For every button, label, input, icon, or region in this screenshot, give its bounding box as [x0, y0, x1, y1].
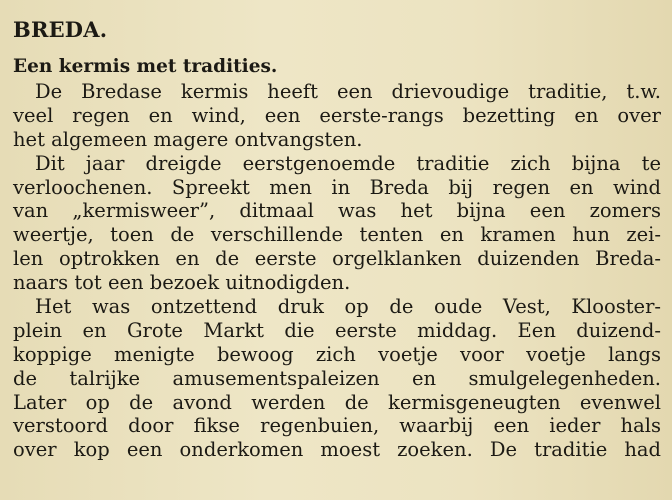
text-line: van „kermisweer”, ditmaal was het bijna een zomers	[13, 199, 661, 223]
text-line: plein en Grote Markt die eerste middag. Een duizend-	[13, 318, 661, 342]
text-line: weertje, toen de verschillende tenten en kramen hun zei-	[13, 223, 661, 247]
text-line: over kop een onderkomen moest zoeken. De traditie had	[13, 438, 661, 462]
dateline-place: BREDA.	[13, 17, 108, 42]
paragraph-2	[13, 152, 661, 295]
text-line: Het was ontzettend druk op de oude Vest, Klooster-	[35, 295, 661, 319]
text-line: len optrokken en de eerste orgelklanken duizenden Breda-	[13, 247, 661, 271]
text-line: Dit jaar dreigde eerstgenoemde traditie zich bijna te	[35, 151, 661, 175]
article-headline: Een kermis met tradities.	[13, 56, 278, 77]
text-line: verstoord door fikse regenbuien, waarbij een ieder hals	[13, 414, 661, 438]
text-line: de talrijke amusementspaleizen en smulgelegenheden.	[13, 366, 661, 390]
text-line: koppige menigte bewoog zich voetje voor voetje langs	[13, 342, 661, 366]
text-line: De Bredase kermis heeft een drievoudige traditie, t.w.	[35, 80, 661, 103]
text-line: Later op de avond werden de kermisgeneugten evenwel	[13, 390, 661, 414]
text-line: veel regen en wind, een eerste-rangs bezetting en over	[13, 103, 661, 127]
text-line: naars tot een bezoek uitnodigden.	[13, 271, 351, 295]
text-line: verloochenen. Spreekt men in Breda bij regen en wind	[13, 175, 661, 199]
article-body	[13, 80, 661, 462]
text-line: het algemeen magere ontvangsten.	[13, 127, 363, 151]
paragraph-1	[13, 80, 661, 152]
paragraph-3	[13, 295, 661, 462]
